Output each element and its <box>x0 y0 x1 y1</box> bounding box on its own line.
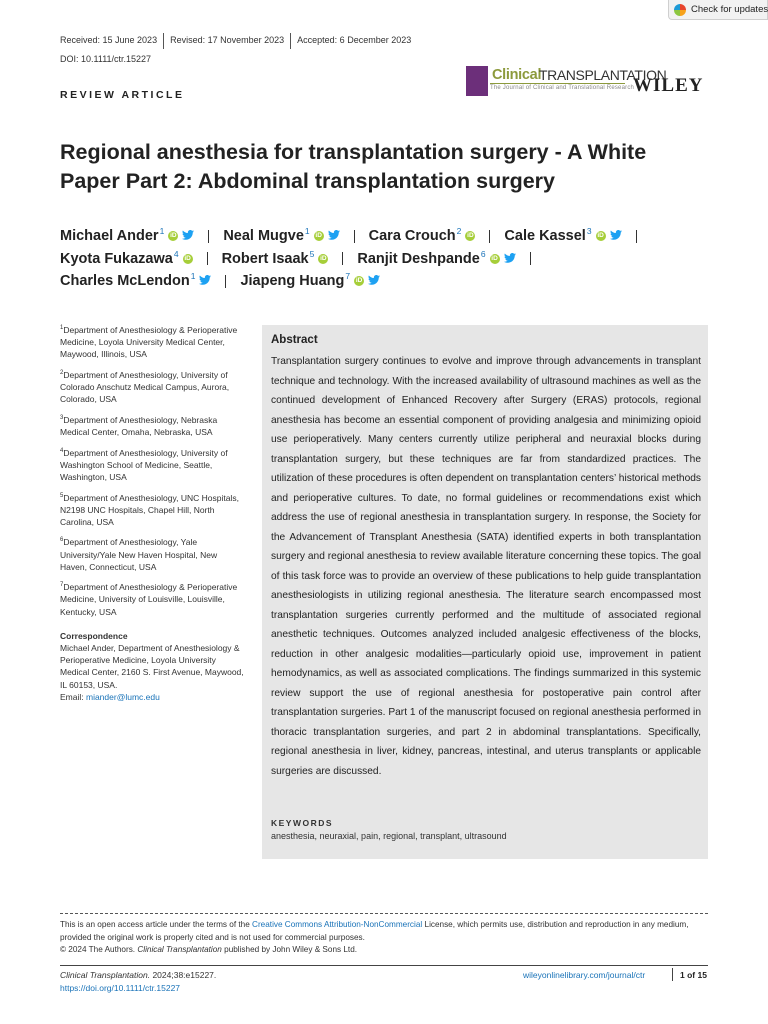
author-affiliation-ref: 3 <box>586 226 592 236</box>
author-affiliation-ref: 2 <box>456 226 462 236</box>
author-name: Charles McLendon <box>60 273 190 289</box>
twitter-icon[interactable] <box>199 270 211 293</box>
copyright-journal: Clinical Transplantation <box>137 945 222 954</box>
keywords-heading: KEYWORDS <box>271 818 334 828</box>
author-name: Cale Kassel <box>504 228 586 244</box>
affiliation <box>60 412 246 438</box>
affiliation <box>60 534 246 572</box>
affiliation-number: 1 <box>60 325 64 331</box>
author-name: Robert Isaak <box>221 250 309 267</box>
author-separator <box>342 252 343 265</box>
author-name: Ranjit Deshpande <box>357 250 480 267</box>
copyright-post: published by John Wiley & Sons Ltd. <box>221 945 358 954</box>
journal-logo-word2: TRANSPLANTATION <box>539 67 667 83</box>
orcid-icon[interactable]: iD <box>170 232 177 240</box>
journal-logo-word1: Clinical <box>492 67 542 83</box>
footer-volume: 2024;38:e15227. <box>150 970 217 980</box>
author-affiliation-ref: 5 <box>309 248 315 259</box>
orcid-icon[interactable]: iD <box>315 232 322 240</box>
affiliation-text: Department of Anesthesiology, Nebraska Medical Center, Omaha, Nebraska, USA <box>60 414 218 437</box>
author-line <box>60 225 720 248</box>
author-name: Neal Mugve <box>223 228 304 244</box>
author[interactable] <box>240 270 380 293</box>
affiliation-text: Department of Anesthesiology & Perioperative Medicine, University of Louisville, Louisville, Kentucky, USA <box>60 582 238 617</box>
affiliation-text: Department of Anesthesiology, University of Washington School of Medicine, Seattle, Washington, USA <box>60 447 228 482</box>
footer-doi-link[interactable]: https://doi.org/10.1111/ctr.15227 <box>60 982 181 993</box>
crossmark-icon <box>674 4 686 16</box>
orcid-icon[interactable]: iD <box>320 254 327 262</box>
author-separator <box>530 252 531 265</box>
journal-logo-subtitle: The Journal of Clinical and Translational Research <box>490 85 635 91</box>
twitter-icon[interactable] <box>328 225 340 248</box>
page-number: 1 of 15 <box>680 970 707 980</box>
author-affiliation-ref: 4 <box>173 248 179 259</box>
author-name: Michael Ander <box>60 228 159 244</box>
affiliation-number: 7 <box>60 582 64 589</box>
author[interactable] <box>223 225 339 248</box>
copyright-pre: © 2024 The Authors. <box>60 945 138 954</box>
twitter-icon[interactable] <box>610 225 622 248</box>
check-for-updates-button[interactable] <box>668 0 768 20</box>
footer-separator <box>672 968 673 981</box>
author-separator <box>489 230 490 243</box>
author-separator <box>208 230 209 243</box>
affiliation-number: 5 <box>60 492 64 499</box>
affiliation-text: Department of Anesthesiology, Yale University/Yale New Haven Hospital, New Haven, Connecticut, USA <box>60 537 218 572</box>
license-text <box>60 919 710 957</box>
author-name: Cara Crouch <box>368 228 456 244</box>
orcid-icon[interactable]: iD <box>467 232 474 240</box>
journal-logo-divider <box>490 83 625 84</box>
email-link[interactable]: miander@lumc.edu <box>85 691 160 702</box>
orcid-icon[interactable]: iD <box>184 254 191 262</box>
affiliation-number: 4 <box>60 447 64 454</box>
abstract-heading: Abstract <box>271 334 318 346</box>
journal-logo-mark <box>466 66 488 96</box>
author-separator <box>207 252 208 265</box>
license-pre: This is an open access article under the terms of the <box>60 920 253 929</box>
article-dates <box>60 33 423 49</box>
affiliations <box>60 322 246 710</box>
author-affiliation-ref: 1 <box>190 271 196 281</box>
doi: DOI: 10.1111/ctr.15227 <box>60 54 152 64</box>
received-date: Received: 15 June 2023 <box>60 33 164 49</box>
orcid-icon[interactable]: iD <box>355 277 363 285</box>
author[interactable] <box>222 248 329 271</box>
footer-journal: Clinical Transplantation. <box>60 970 151 980</box>
affiliation <box>60 367 246 405</box>
affiliation <box>60 579 246 617</box>
publisher-logo: WILEY <box>633 75 704 96</box>
author-line <box>60 248 720 271</box>
affiliation-number: 6 <box>60 537 64 544</box>
affiliation <box>60 490 246 528</box>
revised-date: Revised: 17 November 2023 <box>170 33 291 49</box>
author-affiliation-ref: 1 <box>304 226 310 236</box>
journal-site-link[interactable]: wileyonlinelibrary.com/journal/ctr <box>523 970 646 980</box>
twitter-icon[interactable] <box>182 225 194 248</box>
correspondence-text: Michael Ander, Department of Anesthesiology & Perioperative Medicine, Loyola University Medical Center, 2160 S. First Avenue, Maywood, IL 60153, USA. Email: miander@lumc.edu <box>60 643 244 702</box>
footer-rule <box>60 965 708 966</box>
license-divider <box>60 913 708 914</box>
orcid-icon[interactable]: iD <box>597 232 604 240</box>
affiliation <box>60 322 246 360</box>
article-title: Regional anesthesia for transplantation surgery - A White Paper Part 2: Abdominal transplantation surgery <box>60 140 647 193</box>
author[interactable] <box>60 248 193 271</box>
article-type: REVIEW ARTICLE <box>60 89 185 101</box>
accepted-date: Accepted: 6 December 2023 <box>297 35 412 45</box>
author-affiliation-ref: 7 <box>345 271 351 281</box>
author-separator <box>636 230 637 243</box>
check-for-updates-label: Check for updates <box>691 4 768 15</box>
author[interactable] <box>357 248 515 271</box>
affiliation-text: Department of Anesthesiology, UNC Hospitals, N2198 UNC Hospitals, Chapel Hill, North Carolina, USA <box>60 492 239 527</box>
twitter-icon[interactable] <box>368 270 380 293</box>
author-separator <box>225 275 226 288</box>
author[interactable] <box>60 270 211 293</box>
affiliation-number: 2 <box>60 369 64 376</box>
abstract-text: Transplantation surgery continues to evolve and improve through advancements in transplant technique and technology. With the increased availability of ultrasound machines as well as the continued development of Enhanced Recovery after Surgery (ERAS) protocols, regional anesthesia has become an essential component of providing analgesia and minimizing opioid use perioperatively. Many centers currently utilize peripheral and neuraxial blocks during transplantation surgery, but these techniques are far from standardized practices. The utilization of these procedures is often dependent on transplantation centers’ historical methods and perioperative cultures. To date, no formal guidelines or recommendations exist which address the use of regional anesthesia in transplantation surgery. In response, the Society for the Advancement of Transplant Anesthesia (SATA) identified experts in both transplantation surgery and regional anesthesia to review available literature concerning these topics. The goal of this task force was to provide an overview of these publications to help guide transplantation anesthesiologists in utilizing regional anesthesia. The literature search encompassed most transplantation surgeries currently performed and the multitude of associated regional anesthetic techniques. Outcomes analyzed included analgesic effectiveness of the blocks, reduction in other analgesic modalities—particularly opioid use, improvement in patient hemodynamics, as well as associated complications. The findings summarized in this systemic review support the use of regional anesthesia for postoperative pain control after transplantation surgeries. Part 1 of the manuscript focused on regional anesthesia performed in thoracic transplantation surgeries, and part 2 in abdominal transplantations. Specifically, regional anesthesia in liver, kidney, pancreas, intestinal, and uterus transplants or applicable surgeries are discussed. <box>271 356 701 777</box>
orcid-icon[interactable]: iD <box>491 254 498 262</box>
author-separator <box>354 230 355 243</box>
keywords-text: anesthesia, neuraxial, pain, regional, transplant, ultrasound <box>271 831 507 841</box>
author-affiliation-ref: 1 <box>159 226 165 236</box>
license-link[interactable]: Creative Commons Attribution-NonCommercial <box>252 920 423 929</box>
affiliation <box>60 445 246 483</box>
correspondence-heading: Correspondence <box>60 630 128 641</box>
author[interactable] <box>369 225 476 248</box>
author[interactable] <box>504 225 621 248</box>
author-name: Kyota Fukazawa <box>60 250 173 267</box>
affiliation-text: Department of Anesthesiology & Perioperative Medicine, Loyola University Medical Center, Maywood, Illinois, USA <box>60 324 238 360</box>
footer-citation <box>60 969 216 994</box>
author-name: Jiapeng Huang <box>240 273 345 289</box>
affiliation-text: Department of Anesthesiology, University of Colorado Anschutz Medical Campus, Aurora, Colorado, USA <box>60 369 230 405</box>
author-affiliation-ref: 6 <box>480 248 486 259</box>
author-line <box>60 270 720 293</box>
twitter-icon[interactable] <box>504 248 516 271</box>
affiliation-number: 3 <box>60 414 64 421</box>
license-post: License, which permits use, distribution and reproduction in any medium, provided the original work is properly cited and is not used for commercial purposes. <box>60 920 689 942</box>
author-list <box>60 225 720 293</box>
